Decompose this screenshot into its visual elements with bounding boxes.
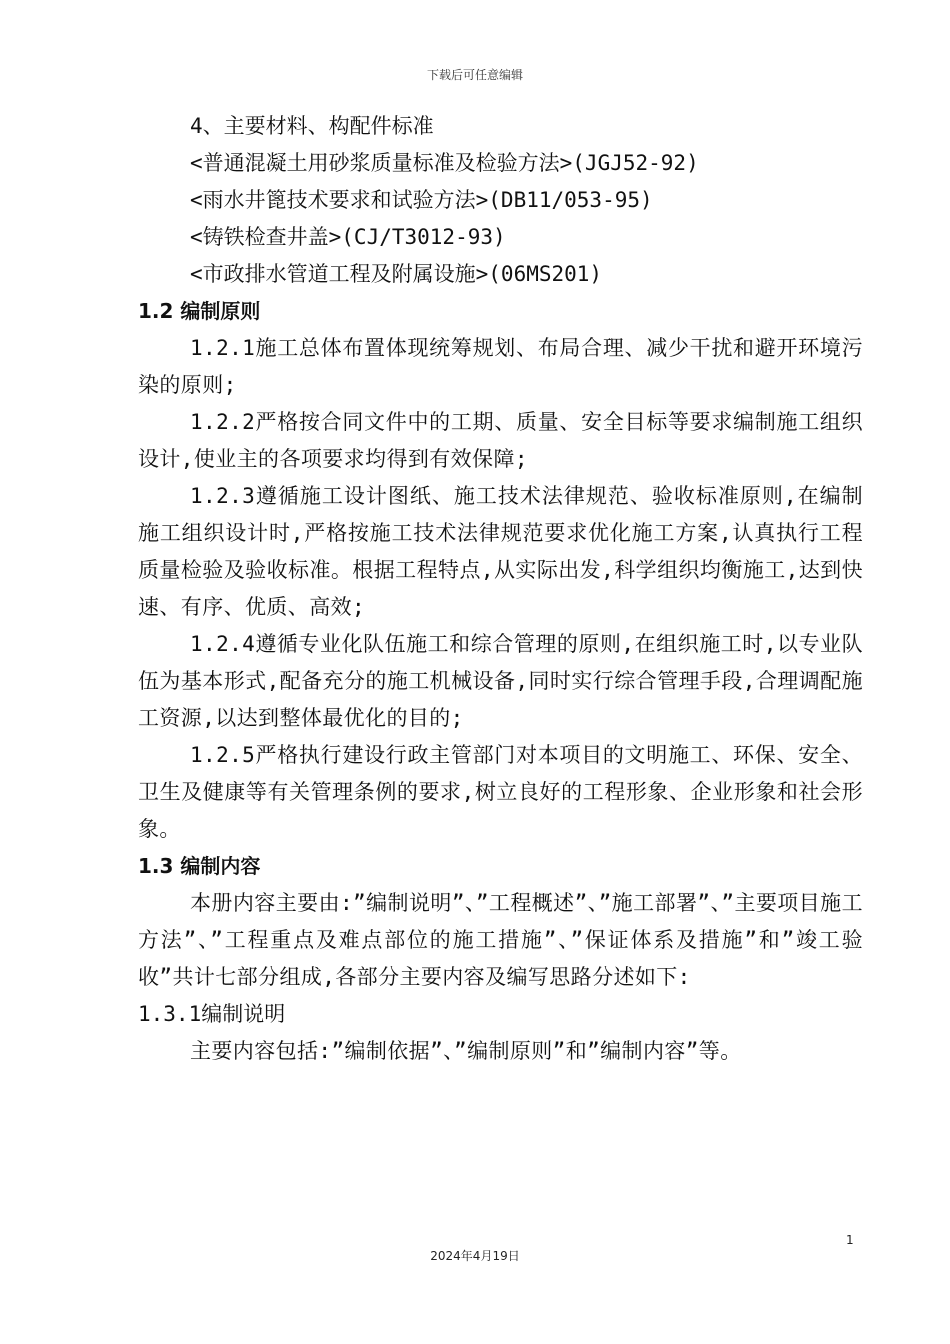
standard-reference: <市政排水管道工程及附属设施>(06MS201) (190, 262, 603, 286)
document-body (138, 108, 863, 1070)
subsection-heading: 1.3.1编制说明 (138, 1002, 286, 1026)
section-heading: 1.2 编制原则 (138, 299, 261, 323)
paragraph: 1.2.3遵循施工设计图纸、施工技术法律规范、验收标准原则,在编制施工组织设计时,严格按施工技术法律规范要求优化施工方案,认真执行工程质量检验及验收标准。根据工程特点,从实际出发,科学组织均衡施工,达到快速、有序、优质、高效; (138, 484, 863, 619)
paragraph: 1.2.1施工总体布置体现统筹规划、布局合理、减少干扰和避开环境污染的原则; (138, 336, 863, 397)
paragraph: 1.2.4遵循专业化队伍施工和综合管理的原则,在组织施工时,以专业队伍为基本形式,配备充分的施工机械设备,同时实行综合管理手段,合理调配施工资源,以达到整体最优化的目的; (138, 632, 863, 730)
footer-date: 2024年4月19日 (430, 1249, 520, 1263)
paragraph: 1.2.2严格按合同文件中的工期、质量、安全目标等要求编制施工组织设计,使业主的各项要求均得到有效保障; (138, 410, 863, 471)
paragraph: 主要内容包括:”编制依据”、”编制原则”和”编制内容”等。 (190, 1039, 742, 1063)
page-header: 下载后可任意编辑 (426, 68, 523, 82)
materials-standards-item: 4、主要材料、构配件标准 (190, 114, 434, 138)
section-heading: 1.3 编制内容 (138, 854, 261, 878)
paragraph: 1.2.5严格执行建设行政主管部门对本项目的文明施工、环保、安全、卫生及健康等有关管理条例的要求,树立良好的工程形象、企业形象和社会形象。 (138, 743, 863, 841)
paragraph: 本册内容主要由:”编制说明”、”工程概述”、”施工部署”、”主要项目施工方法”、”工程重点及难点部位的施工措施”、”保证体系及措施”和”竣工验收”共计七部分组成,各部分主要内容及编写思路分述如下: (138, 891, 863, 989)
page-number: 1 (846, 1233, 854, 1247)
standard-reference: <雨水井篦技术要求和试验方法>(DB11/053-95) (190, 188, 653, 212)
standard-reference: <普通混凝土用砂浆质量标准及检验方法>(JGJ52-92) (190, 151, 699, 175)
standard-reference: <铸铁检查井盖>(CJ/T3012-93) (190, 225, 506, 249)
